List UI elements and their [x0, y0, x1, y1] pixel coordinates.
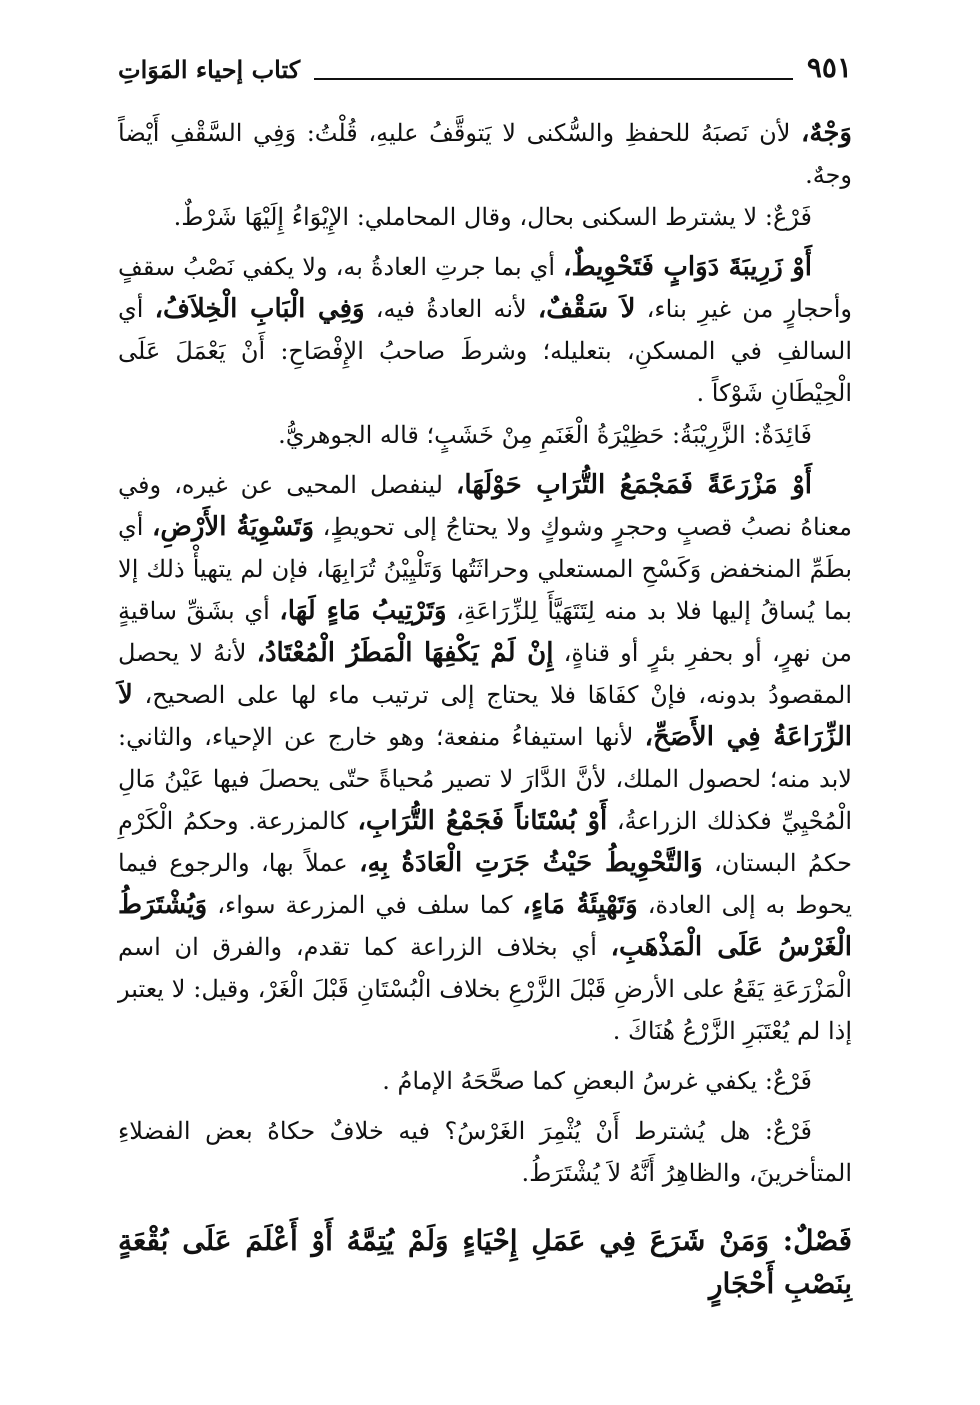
sharh-text: فَائِدَةٌ: الزَّرِيْبَةُ: حَظِيْرَةُ الْغَنَمِ مِنْ خَشَبٍ؛ قاله الجوهريُّ. — [278, 421, 812, 449]
sharh-text: لأنهُ لا يحصل المقصودُ بدونه، فإنْ كفَاهَا فلا يحتاج إلى ترتيب ماء لها على الصحيح، — [118, 639, 852, 709]
book-title: كتاب إحياء المَوَاتِ — [118, 55, 301, 84]
matn-text: لاَ الزِّرَاعَةُ فِي الأَصَحِّ، — [118, 680, 852, 752]
body-paragraph — [118, 112, 852, 196]
sharh-text: أي بما جرتِ العادةُ به، ولا يكفي نَصْبُ سقفٍ وأحجارٍ من غيرِ بناء، — [118, 253, 852, 323]
page-header — [118, 50, 852, 90]
matn-text: وَفِي الْبَابِ الْخِلاَفُ، — [154, 294, 365, 324]
body-paragraph — [118, 464, 852, 1052]
sharh-text: أي بخلاف الزراعة كما تقدم، والفرق ان اسم الْمَزْرَعَةِ يَقَعُ على الأرضِ قَبْلَ الزَّرْعِ بخلاف الْبُسْتَانِ قَبْلَ الْغَرْ، وقيل: لا يعتبر إذا لم يُعْتَبَرِ الزَّرْعُ هُنَاكَ . — [118, 933, 852, 1045]
matn-text: إِنْ لَمْ يَكْفِهَا الْمَطَرُ الْمُعْتَادُ، — [256, 638, 554, 668]
matn-text: وَالتَّحْوِيطُ حَيْثُ جَرَتِ الْعَادَةُ بِهِ، — [359, 848, 703, 878]
body-paragraph — [118, 1060, 852, 1102]
matn-text: وَجْهٌ، — [801, 118, 852, 148]
matn-text: لاَ سَقْفٌ، — [537, 294, 636, 324]
body-paragraph — [118, 414, 852, 456]
sharh-text: كالمزرعة. وحكمُ الْكَرْمِ حكمُ البستان، — [118, 807, 852, 877]
sharh-text: لأنه العادةُ فيه، — [364, 295, 538, 323]
sharh-text: أي بطَمِّ المنخفض وَكَسْحِ المستعلي وحراثَتُها وَتَلْيِيْنُ تُرَابِهَا، فإن لم يتهيأْ ذلك إلا بما يُساقُ إليها فلا بد منه لِتَتَهَيَّأَ لِلزِّرَاعَةِ، — [118, 513, 852, 625]
sharh-text: لأن نَصبَهُ للحفظِ والسُّكنى لا يَتوقَّفُ عليهِ، قُلْتُ: وَفِي السَّقْفِ أَيْضاً وجهٌ. — [118, 119, 852, 189]
sharh-text: فَرْعٌ: هل يُشترط أَنْ يُثْمِرَ الغَرْسُ؟ فيه خلافٌ حكاهُ بعض الفضلاءِ المتأخرينَ، والظاهِرُ أَنَّهُ لاَ يُشْتَرَطُ. — [118, 1117, 852, 1187]
matn-text: فَصْلٌ: وَمَنْ شَرَعَ فِي عَمَلِ إِحْيَاءٍ وَلَمْ يُتِمَّهُ أَوْ أَعْلَمَ عَلَى بُقْعَةٍ بِنَصْبِ أَحْجَارٍ — [118, 1224, 852, 1300]
sharh-text: لأنها استيفاءُ منفعة؛ وهو خارج عن الإحياء، والثاني: لابد منه؛ لحصول الملك، لأنَّ الدَّارَ لا تصير مُحياةً حتّى يحصلَ فيها عَيْنُ مَالِ الْمُحْيِيِّ فكذلك الزراعةُ، — [118, 723, 852, 835]
sharh-text: عملاً بها، والرجوع فيما يحوط به إلى العادة، — [118, 849, 852, 919]
matn-text: وَتَرْتِيبُ مَاءٍ لَهَا، — [279, 596, 447, 626]
body-paragraph — [118, 1110, 852, 1194]
sharh-text: فَرْعٌ: لا يشترط السكنى بحال، وقال المحاملي: الإِيْوَاءُ إِلَيْهَا شَرْطٌ. — [173, 203, 812, 231]
matn-text: أَوْ مَزْرَعَةً فَمَجْمَعُ التُّرَابِ حَوْلَهَا، — [456, 470, 812, 500]
header-rule — [314, 78, 793, 80]
body-paragraph — [118, 246, 852, 414]
sharh-text: أي بشَقِّ ساقيةٍ من نهرٍ، أو بحفرِ بئرٍ أو قناةٍ، — [118, 597, 853, 667]
page-body — [118, 112, 852, 1306]
section-heading-paragraph — [118, 1220, 852, 1306]
sharh-text: كما سلف في المزرعة سواء، — [207, 891, 523, 919]
matn-text: أَوْ زَرِيبَةَ دَوَابٍ فَتَحْوِيطٌ، — [563, 252, 812, 282]
matn-text: وَتَهْيِئَةُ مَاءٍ، — [522, 890, 638, 920]
matn-text: وَتَسْوِيَةُ الأَرْضِ، — [152, 512, 315, 542]
body-paragraph — [118, 196, 852, 238]
matn-text: أَوْ بُسْتَاناً فَجَمْعُ التُّرَابِ، — [357, 806, 608, 836]
page-number: ٩٥١ — [806, 51, 852, 84]
sharh-text: أي السالفِ في المسكنِ، بتعليله؛ وشرطَ صاحبُ الإِفْصَاحِ: أَنْ يَعْمَلَ عَلَى الْحِيْطَانِ شَوْكاً . — [118, 295, 852, 407]
sharh-text: لينفصل المحيى عن غيره، وفي معناهُ نصبُ قصبٍ وحجرٍ وشوكٍ ولا يحتاجُ إلى تحويطٍ، — [118, 471, 852, 541]
matn-text: وَيُشْتَرَطُ الْغَرْسُ عَلَى الْمَذْهَبِ، — [118, 890, 852, 962]
sharh-text: فَرْعٌ: يكفي غرسُ البعضِ كما صحَّحَهُ الإمامُ . — [382, 1067, 812, 1095]
